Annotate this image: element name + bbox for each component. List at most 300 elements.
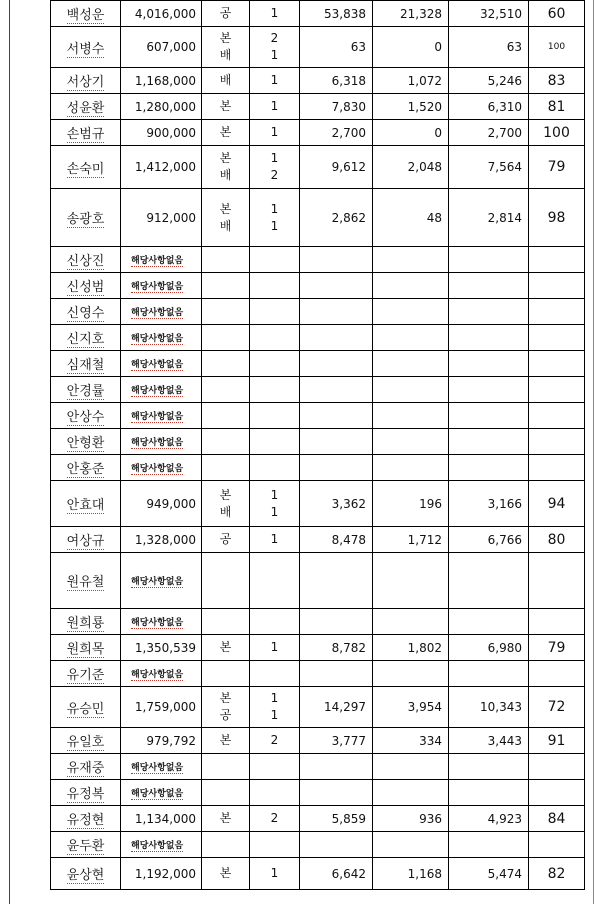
score-cell: 79 [529, 146, 585, 189]
table-row [51, 806, 585, 832]
not-applicable-note-text: 해당사항없음 [131, 360, 184, 370]
type-cell: 본 [202, 120, 250, 146]
member-name-text: 유기준 [66, 668, 105, 683]
count-cell [250, 351, 300, 377]
score-cell: 79 [529, 635, 585, 661]
member-name-text: 원희룡 [66, 616, 105, 631]
member-name [51, 299, 121, 325]
count-cell: 2 1 [250, 27, 300, 68]
member-name-text: 신성범 [66, 280, 105, 295]
value1-cell: 7,830 [300, 94, 373, 120]
value3-cell: 5,246 [449, 68, 529, 94]
amount-cell: 1,328,000 [121, 527, 202, 553]
member-name-text: 손범규 [66, 127, 105, 142]
type-cell: 본 배 [202, 146, 250, 189]
table-row [51, 609, 585, 635]
value3-cell [449, 780, 529, 806]
member-name [51, 553, 121, 609]
member-name [51, 661, 121, 687]
count-cell: 1 1 [250, 687, 300, 728]
not-applicable-note [121, 247, 202, 273]
not-applicable-note-text: 해당사항없음 [131, 438, 184, 448]
member-name-text: 신지호 [66, 332, 105, 347]
member-name [51, 687, 121, 728]
count-cell: 1 [250, 858, 300, 890]
value1-cell: 9,612 [300, 146, 373, 189]
count-cell [250, 455, 300, 481]
value2-cell: 21,328 [373, 1, 449, 27]
member-name-text: 유정복 [66, 787, 105, 802]
score-cell: 83 [529, 68, 585, 94]
member-name [51, 1, 121, 27]
table-row [51, 68, 585, 94]
value3-cell [449, 455, 529, 481]
not-applicable-note [121, 455, 202, 481]
value3-cell: 3,443 [449, 728, 529, 754]
score-cell [529, 754, 585, 780]
member-name-text: 손숙미 [66, 161, 105, 177]
type-cell: 본 [202, 858, 250, 890]
value2-cell [373, 754, 449, 780]
count-cell [250, 325, 300, 351]
value1-cell [300, 661, 373, 687]
value1-cell [300, 455, 373, 481]
type-cell [202, 455, 250, 481]
member-name [51, 609, 121, 635]
score-cell [529, 247, 585, 273]
value1-cell [300, 247, 373, 273]
not-applicable-note-text: 해당사항없음 [131, 308, 184, 318]
table-row [51, 527, 585, 553]
value3-cell: 32,510 [449, 1, 529, 27]
member-name-text: 안형환 [66, 436, 105, 451]
not-applicable-note [121, 403, 202, 429]
table-row [51, 832, 585, 858]
member-name-text: 서병수 [66, 41, 105, 57]
count-cell [250, 609, 300, 635]
score-cell: 82 [529, 858, 585, 890]
not-applicable-note [121, 351, 202, 377]
count-cell [250, 429, 300, 455]
member-name-text: 원유철 [66, 575, 105, 590]
member-name-text: 유승민 [66, 701, 105, 717]
value3-cell: 6,980 [449, 635, 529, 661]
type-cell [202, 403, 250, 429]
member-name [51, 429, 121, 455]
score-cell: 100 [529, 120, 585, 146]
score-cell: 60 [529, 1, 585, 27]
count-cell: 1 [250, 94, 300, 120]
score-cell [529, 455, 585, 481]
not-applicable-note [121, 661, 202, 687]
not-applicable-note-text: 해당사항없음 [131, 334, 184, 344]
value1-cell: 5,859 [300, 806, 373, 832]
value3-cell: 2,814 [449, 189, 529, 247]
score-cell: 91 [529, 728, 585, 754]
amount-cell: 912,000 [121, 189, 202, 247]
value1-cell: 8,782 [300, 635, 373, 661]
value3-cell: 4,923 [449, 806, 529, 832]
member-name-text: 안효대 [66, 498, 105, 513]
member-name-text: 안홍준 [66, 462, 105, 477]
member-name [51, 27, 121, 68]
table-row [51, 661, 585, 687]
member-name [51, 146, 121, 189]
table-row [51, 325, 585, 351]
value3-cell: 6,310 [449, 94, 529, 120]
score-cell [529, 429, 585, 455]
value1-cell: 63 [300, 27, 373, 68]
amount-cell: 4,016,000 [121, 1, 202, 27]
type-cell: 본 [202, 635, 250, 661]
type-cell: 배 [202, 68, 250, 94]
not-applicable-note [121, 273, 202, 299]
not-applicable-note-text: 해당사항없음 [131, 256, 184, 266]
member-name-text: 유일호 [66, 735, 105, 750]
not-applicable-note-text: 해당사항없음 [131, 464, 184, 474]
type-cell [202, 780, 250, 806]
not-applicable-note-text: 해당사항없음 [131, 412, 184, 422]
value3-cell [449, 832, 529, 858]
amount-cell: 1,168,000 [121, 68, 202, 94]
value3-cell [449, 299, 529, 325]
value2-cell [373, 661, 449, 687]
type-cell [202, 273, 250, 299]
value2-cell [373, 351, 449, 377]
count-cell: 1 [250, 1, 300, 27]
count-cell [250, 273, 300, 299]
type-cell: 공 [202, 527, 250, 553]
type-cell [202, 661, 250, 687]
count-cell: 1 [250, 527, 300, 553]
score-cell: 84 [529, 806, 585, 832]
value3-cell [449, 403, 529, 429]
type-cell: 본 [202, 806, 250, 832]
value1-cell [300, 325, 373, 351]
count-cell: 1 2 [250, 146, 300, 189]
not-applicable-note-text: 해당사항없음 [131, 670, 184, 680]
value3-cell [449, 273, 529, 299]
table-row [51, 351, 585, 377]
member-name-text: 안상수 [66, 410, 105, 425]
type-cell: 공 [202, 1, 250, 27]
count-cell [250, 377, 300, 403]
value3-cell: 10,343 [449, 687, 529, 728]
left-margin-line [9, 0, 10, 904]
score-cell [529, 325, 585, 351]
value1-cell [300, 351, 373, 377]
value1-cell: 3,362 [300, 481, 373, 527]
member-name-text: 윤두환 [66, 839, 105, 854]
count-cell: 2 [250, 728, 300, 754]
type-cell [202, 351, 250, 377]
value1-cell: 53,838 [300, 1, 373, 27]
value1-cell [300, 273, 373, 299]
type-cell [202, 429, 250, 455]
score-cell [529, 553, 585, 609]
type-cell [202, 325, 250, 351]
table-row [51, 858, 585, 890]
value2-cell [373, 247, 449, 273]
value3-cell [449, 429, 529, 455]
not-applicable-note-text: 해당사항없음 [131, 386, 184, 396]
value2-cell: 0 [373, 120, 449, 146]
member-name [51, 120, 121, 146]
type-cell: 본 배 [202, 27, 250, 68]
table-body [51, 1, 585, 890]
type-cell [202, 553, 250, 609]
value2-cell: 48 [373, 189, 449, 247]
member-name [51, 377, 121, 403]
value2-cell: 196 [373, 481, 449, 527]
amount-cell: 1,280,000 [121, 94, 202, 120]
not-applicable-note [121, 325, 202, 351]
count-cell [250, 403, 300, 429]
table-row [51, 377, 585, 403]
amount-cell: 979,792 [121, 728, 202, 754]
count-cell [250, 299, 300, 325]
member-name [51, 635, 121, 661]
value2-cell [373, 832, 449, 858]
value2-cell: 334 [373, 728, 449, 754]
member-name-text: 유재중 [66, 761, 105, 776]
count-cell [250, 832, 300, 858]
value2-cell: 1,072 [373, 68, 449, 94]
value2-cell [373, 299, 449, 325]
table-row [51, 120, 585, 146]
value1-cell [300, 832, 373, 858]
member-name [51, 858, 121, 890]
count-cell [250, 247, 300, 273]
value1-cell [300, 377, 373, 403]
table-row [51, 728, 585, 754]
table-row [51, 429, 585, 455]
amount-cell: 1,759,000 [121, 687, 202, 728]
count-cell: 1 [250, 68, 300, 94]
not-applicable-note-text: 해당사항없음 [131, 763, 184, 773]
amount-cell: 1,350,539 [121, 635, 202, 661]
value1-cell [300, 609, 373, 635]
member-name-text: 안경률 [66, 384, 105, 399]
score-cell: 98 [529, 189, 585, 247]
value1-cell [300, 553, 373, 609]
member-name-text: 윤상현 [66, 868, 105, 883]
value2-cell [373, 273, 449, 299]
table-row [51, 403, 585, 429]
value3-cell [449, 351, 529, 377]
amount-cell: 949,000 [121, 481, 202, 527]
value2-cell: 1,802 [373, 635, 449, 661]
table-row [51, 247, 585, 273]
value1-cell [300, 403, 373, 429]
member-name [51, 754, 121, 780]
member-name [51, 527, 121, 553]
not-applicable-note-text: 해당사항없음 [131, 841, 184, 851]
type-cell [202, 377, 250, 403]
table-row [51, 146, 585, 189]
table-row [51, 635, 585, 661]
value1-cell: 8,478 [300, 527, 373, 553]
score-cell: 80 [529, 527, 585, 553]
member-name-text: 여상규 [66, 534, 105, 549]
not-applicable-note-text: 해당사항없음 [131, 789, 184, 799]
value2-cell: 2,048 [373, 146, 449, 189]
not-applicable-note [121, 429, 202, 455]
table-row [51, 94, 585, 120]
member-name [51, 351, 121, 377]
member-name [51, 189, 121, 247]
type-cell [202, 247, 250, 273]
value2-cell: 0 [373, 27, 449, 68]
score-cell [529, 780, 585, 806]
not-applicable-note [121, 299, 202, 325]
value3-cell [449, 325, 529, 351]
table-row [51, 299, 585, 325]
member-name [51, 481, 121, 527]
score-cell [529, 661, 585, 687]
value3-cell: 63 [449, 27, 529, 68]
score-cell: 100 [529, 27, 585, 68]
type-cell [202, 754, 250, 780]
value2-cell: 3,954 [373, 687, 449, 728]
score-cell [529, 832, 585, 858]
member-name-text: 심재철 [66, 358, 105, 373]
value2-cell [373, 780, 449, 806]
value1-cell: 6,318 [300, 68, 373, 94]
table-row [51, 27, 585, 68]
member-name [51, 455, 121, 481]
value1-cell: 3,777 [300, 728, 373, 754]
amount-cell: 607,000 [121, 27, 202, 68]
member-name-text: 송광호 [66, 212, 105, 227]
value2-cell [373, 553, 449, 609]
member-name [51, 325, 121, 351]
table-row [51, 754, 585, 780]
score-cell [529, 273, 585, 299]
value3-cell [449, 754, 529, 780]
not-applicable-note [121, 553, 202, 609]
member-table [50, 0, 585, 890]
count-cell: 1 [250, 120, 300, 146]
score-cell [529, 609, 585, 635]
member-name [51, 247, 121, 273]
table-row [51, 553, 585, 609]
table-row [51, 189, 585, 247]
count-cell: 1 1 [250, 481, 300, 527]
value3-cell [449, 553, 529, 609]
value3-cell: 5,474 [449, 858, 529, 890]
count-cell [250, 553, 300, 609]
value1-cell [300, 429, 373, 455]
count-cell [250, 661, 300, 687]
table-row [51, 1, 585, 27]
not-applicable-note [121, 609, 202, 635]
not-applicable-note [121, 780, 202, 806]
member-name [51, 832, 121, 858]
value2-cell: 1,712 [373, 527, 449, 553]
value2-cell [373, 609, 449, 635]
table-row [51, 481, 585, 527]
score-cell [529, 351, 585, 377]
not-applicable-note-text: 해당사항없음 [131, 618, 184, 628]
value2-cell: 1,168 [373, 858, 449, 890]
not-applicable-note [121, 377, 202, 403]
value1-cell [300, 780, 373, 806]
member-name-text: 백성운 [66, 8, 105, 23]
value1-cell: 2,700 [300, 120, 373, 146]
member-name [51, 273, 121, 299]
value1-cell [300, 299, 373, 325]
count-cell [250, 754, 300, 780]
member-name-text: 신영수 [66, 306, 105, 321]
type-cell: 본 [202, 728, 250, 754]
not-applicable-note [121, 832, 202, 858]
count-cell [250, 780, 300, 806]
member-name [51, 94, 121, 120]
type-cell [202, 609, 250, 635]
count-cell: 1 [250, 635, 300, 661]
type-cell [202, 832, 250, 858]
value1-cell: 6,642 [300, 858, 373, 890]
type-cell: 본 공 [202, 687, 250, 728]
score-cell: 72 [529, 687, 585, 728]
not-applicable-note [121, 754, 202, 780]
table-row [51, 687, 585, 728]
score-cell: 81 [529, 94, 585, 120]
value2-cell [373, 455, 449, 481]
amount-cell: 900,000 [121, 120, 202, 146]
member-name [51, 68, 121, 94]
count-cell: 2 [250, 806, 300, 832]
value1-cell: 14,297 [300, 687, 373, 728]
amount-cell: 1,412,000 [121, 146, 202, 189]
table-row [51, 455, 585, 481]
member-name-text: 신상진 [66, 254, 105, 269]
not-applicable-note-text: 해당사항없음 [131, 282, 184, 292]
value2-cell [373, 325, 449, 351]
count-cell: 1 1 [250, 189, 300, 247]
member-name-text: 서상기 [66, 75, 105, 90]
table-row [51, 273, 585, 299]
amount-cell: 1,134,000 [121, 806, 202, 832]
score-cell: 94 [529, 481, 585, 527]
value2-cell [373, 403, 449, 429]
type-cell: 본 배 [202, 189, 250, 247]
value1-cell [300, 754, 373, 780]
value2-cell [373, 429, 449, 455]
member-name-text: 원희목 [66, 642, 105, 657]
member-name-text: 유정현 [66, 813, 105, 828]
value3-cell [449, 661, 529, 687]
amount-cell: 1,192,000 [121, 858, 202, 890]
member-name-text: 성윤환 [66, 101, 105, 116]
value3-cell: 7,564 [449, 146, 529, 189]
type-cell: 본 배 [202, 481, 250, 527]
value1-cell: 2,862 [300, 189, 373, 247]
score-cell [529, 299, 585, 325]
table-row [51, 780, 585, 806]
value3-cell [449, 609, 529, 635]
type-cell [202, 299, 250, 325]
member-name [51, 806, 121, 832]
member-name [51, 403, 121, 429]
member-name [51, 728, 121, 754]
score-cell [529, 403, 585, 429]
value3-cell: 2,700 [449, 120, 529, 146]
right-margin-line [593, 0, 594, 904]
score-cell [529, 377, 585, 403]
type-cell: 본 [202, 94, 250, 120]
